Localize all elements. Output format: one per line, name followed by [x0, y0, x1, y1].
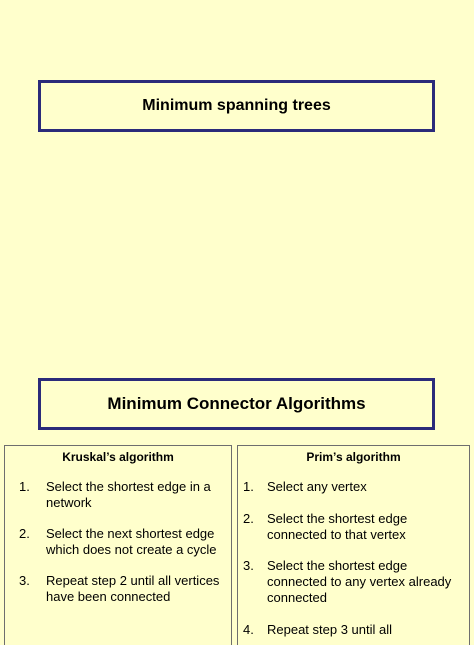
step-number: 1. — [19, 479, 30, 494]
prim-column — [237, 445, 470, 645]
step-text: Select the shortest edge connected to any vertex already connected — [267, 558, 452, 605]
slide-title: Minimum spanning trees — [142, 97, 331, 114]
step-text: Select any vertex — [267, 479, 367, 494]
step-text: Select the next shortest edge which does not create a cycle — [46, 526, 217, 557]
step-text: Select the shortest edge in a network — [46, 479, 211, 510]
kruskal-column — [4, 445, 232, 645]
kruskal-heading: Kruskal’s algorithm — [62, 450, 174, 464]
step-text: Repeat step 3 until all — [267, 622, 393, 637]
step-number: 2. — [243, 511, 254, 526]
step-number: 4. — [243, 622, 254, 637]
step-number: 3. — [243, 558, 254, 573]
slide-title-box — [38, 80, 435, 132]
prim-heading: Prim’s algorithm — [306, 450, 401, 464]
step-number: 1. — [243, 479, 254, 494]
step-number: 3. — [19, 573, 30, 588]
step-text: Select the shortest edge connected to that vertex — [267, 511, 408, 542]
step-number: 2. — [19, 526, 30, 541]
section-title: Minimum Connector Algorithms — [107, 394, 366, 413]
section-title-box — [38, 378, 435, 430]
step-text: Repeat step 2 until all vertices have been connected — [46, 573, 220, 604]
